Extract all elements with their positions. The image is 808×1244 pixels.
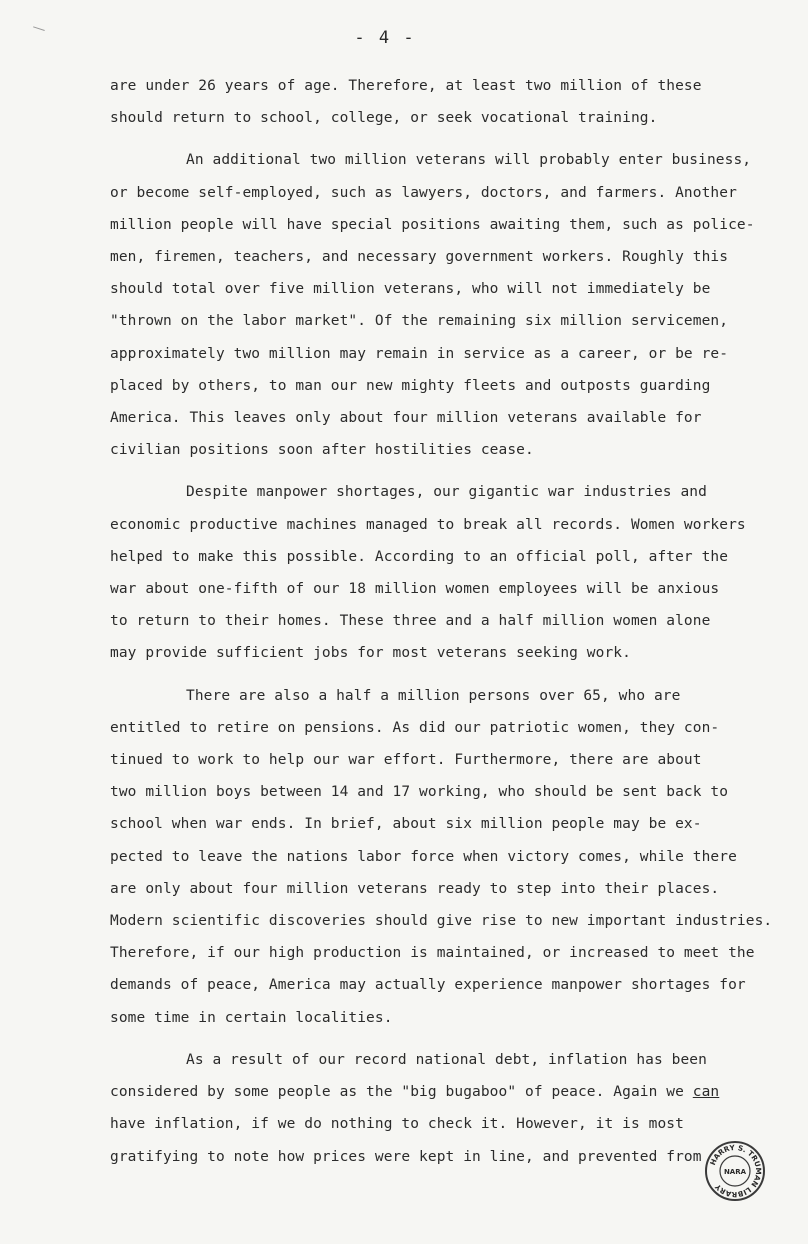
text-line: war about one-fifth of our 18 million women employees will be anxious [110, 581, 720, 598]
text-line: should total over five million veterans, who will not immediately be [110, 281, 711, 298]
svg-text:HARRY S. TRUMAN LIBRARY: HARRY S. TRUMAN LIBRARY [707, 1142, 764, 1200]
text-line: pected to leave the nations labor force when victory comes, while there [110, 848, 737, 865]
text-line: school when war ends. In brief, about six million people may be ex- [110, 816, 702, 833]
text-line: "thrown on the labor market". Of the remaining six million servicemen, [110, 313, 729, 330]
paragraph [110, 144, 755, 466]
paragraph [110, 1044, 720, 1173]
text-line: placed by others, to man our new mighty fleets and outposts guarding [110, 377, 711, 394]
paragraph [110, 476, 746, 669]
text-line: gratifying to note how prices were kept in line, and prevented from [110, 1148, 702, 1165]
text-line: economic productive machines managed to break all records. Women workers [110, 516, 746, 533]
text-line: tinued to work to help our war effort. Furthermore, there are about [110, 752, 702, 769]
text-line [110, 1076, 720, 1108]
underlined-word: can [692, 1084, 720, 1101]
text-line: men, firemen, teachers, and necessary government workers. Roughly this [110, 249, 729, 266]
text-line: Modern scientific discoveries should give rise to new important industries. [110, 913, 773, 930]
text-line: America. This leaves only about four million veterans available for [110, 410, 702, 427]
text-line: have inflation, if we do nothing to check it. However, it is most [110, 1116, 684, 1133]
text-line: approximately two million may remain in service as a career, or be re- [110, 345, 729, 362]
text-line: helped to make this possible. According to an official poll, after the [110, 548, 729, 565]
archive-stamp [704, 1140, 766, 1202]
text-line: are only about four million veterans ready to step into their places. [110, 880, 720, 897]
text-line: may provide sufficient jobs for most veterans seeking work. [110, 645, 631, 662]
text-line: As a result of our record national debt, inflation has been [186, 1051, 707, 1068]
paragraph [110, 680, 773, 1034]
text-line: Despite manpower shortages, our gigantic war industries and [186, 484, 707, 501]
text-line: to return to their homes. These three and a half million women alone [110, 613, 711, 630]
text-line: two million boys between 14 and 17 working, who should be sent back to [110, 784, 729, 801]
text-line: or become self-employed, such as lawyers, doctors, and farmers. Another [110, 184, 737, 201]
text-line: civilian positions soon after hostilities cease. [110, 442, 534, 459]
page-number: - 4 - [354, 28, 416, 48]
text-line: are under 26 years of age. Therefore, at least two million of these [110, 78, 702, 94]
text-line: entitled to retire on pensions. As did our patriotic women, they con- [110, 719, 720, 736]
text-line: Therefore, if our high production is maintained, or increased to meet the [110, 945, 755, 962]
paragraph [110, 70, 710, 134]
text-line: There are also a half a million persons over 65, who are [186, 687, 681, 704]
text-line: some time in certain localities. [110, 1009, 393, 1026]
text-line: should return to school, college, or seek vocational training. [110, 110, 658, 127]
svg-text:NARA: NARA [723, 1168, 747, 1176]
text-line: An additional two million veterans will probably enter business, [186, 152, 752, 169]
text-segment: considered by some people as the "big bugaboo" of peace. Again we [110, 1084, 693, 1101]
text-line: million people will have special positions awaiting them, such as police- [110, 216, 755, 233]
text-line: demands of peace, America may actually experience manpower shortages for [110, 977, 746, 994]
